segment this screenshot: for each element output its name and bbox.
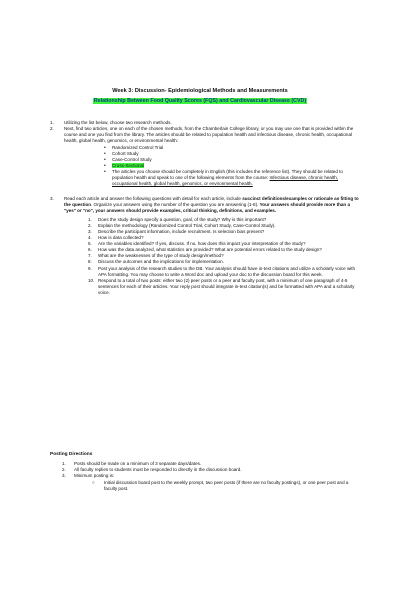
spacer: [50, 188, 360, 196]
instruction-emphasis: Your answers should provide more than a "yes" or "no", your answers should provide examples, critical thinking, definitions, and examples.: [64, 201, 350, 213]
posting-directions: [62, 461, 362, 492]
bullet-icon: •: [104, 144, 106, 151]
question-text: Are the variables identified? If yes, discuss. If no, how does this impact your interpretation of the study?: [98, 241, 306, 247]
posting-text: Minimum posting is:: [74, 473, 115, 479]
instruction-number: 3.: [50, 195, 54, 201]
question-number: 3.: [88, 229, 92, 234]
document-title: Week 3: Discussion- Epidemiological Methods and Measurements: [112, 88, 288, 94]
question-list: [88, 217, 360, 296]
question-number: 1.: [88, 216, 92, 222]
subtitle-line: [0, 97, 400, 105]
bullet-icon: •: [104, 169, 106, 176]
instruction-number: 2.: [50, 126, 54, 132]
question-number: 4.: [88, 235, 92, 241]
research-methods-list: [104, 145, 360, 188]
method-label: Cohort Study: [112, 150, 139, 156]
posting-item: [62, 473, 362, 492]
question-text: Does the study design specify a question, goal, of the study? Why is this important?: [98, 216, 267, 222]
question-number: 8.: [88, 259, 92, 265]
question-number: 6.: [88, 247, 92, 253]
document-subtitle: Relationship Between Food Quality Scores (FQS) and Cardiovascular Disease (CVD): [93, 98, 307, 104]
minimum-posting-list: [92, 480, 362, 492]
instruction-text: Next, find two articles, one on each of the chosen methods, from the Chamberlain College library, or you may use one that is provided within the course and one you find from the library. The articles should be related to population health and infectious disease, chronic health, occupational health, global health, genomics, or environmental health:: [64, 126, 354, 144]
question-number: 7.: [88, 253, 92, 259]
method-label-highlighted: Cross-Sectional: [112, 163, 145, 169]
instruction-text: Utilizing the list below, choose two research methods.: [64, 120, 172, 125]
minimum-posting-item: [92, 480, 362, 492]
question-text: How is data collected?: [98, 235, 144, 241]
instruction-list: [50, 120, 360, 296]
question-text: Describe the participant information, include recruitment. Is selection bias present?: [98, 229, 265, 234]
main-content: [50, 120, 360, 296]
method-label: Case-Control Study: [112, 157, 152, 163]
question-number: 9.: [88, 265, 92, 271]
bullet-icon: •: [104, 157, 106, 164]
posting-list: [62, 461, 362, 492]
instruction-text: Read each article and answer the following questions with detail for each article, include: [64, 195, 243, 201]
question-number: 5.: [88, 241, 92, 247]
question-text: Discuss the outcomes and the implications for implementation.: [98, 259, 224, 265]
requirement-text: The articles you choose should be completely in English (this includes the reference list). They should be related to population health and speak to one of the following elements from the course:: [112, 169, 343, 181]
instruction-emphasis: succinct definitions/examples or rationale as fitting to the question: [64, 195, 359, 207]
question-text: How was the data analyzed, what statistics are provided? What are potential errors related to the study design?: [98, 247, 322, 253]
posting-text: All faculty replies to students must be responded to directly in the discussion board.: [74, 467, 242, 473]
question-text: Post your analysis of the research studies to the DB. Your analysis should have in-text citations and utilize a scholarly voice with APA formatting. You may choose to write a Word doc and upload your doc to the discussion board for this week.: [98, 265, 356, 277]
posting-number: 1.: [62, 461, 66, 466]
question-text: What are the weaknesses of the type of study design/method?: [98, 253, 224, 259]
instruction-number: 1.: [50, 120, 54, 125]
question-text: Respond to a total of two posts: either two (2) peer posts or a peer and faculty post, with a minimum of one paragraph of 4-5 sentences for each of their articles. Your reply post should integrate in-text citation(s) and be formatted with APA and a scholarly voice.: [98, 277, 355, 295]
minimum-posting-text: Initial discussion board post to the weekly prompt, two peer posts (if there are no faculty postings), or one peer post and a faculty post.: [104, 480, 349, 492]
posting-directions-heading: Posting Directions: [50, 452, 93, 457]
question-text: Explain the methodology (Randomized Control Trial, Cohort Study, Case-Control Study).: [98, 222, 276, 228]
circle-bullet-icon: ○: [92, 480, 95, 486]
question-item: [88, 266, 360, 278]
posting-number: 3.: [62, 473, 66, 479]
question-number: 2.: [88, 222, 92, 228]
posting-number: 2.: [62, 467, 66, 473]
method-label: Randomized Control Trial: [112, 144, 164, 150]
posting-text: Posts should be made on a minimum of 3 separate days/dates.: [74, 461, 202, 466]
question-number: 10.: [88, 277, 95, 283]
question-item: [88, 278, 360, 296]
bullet-icon: •: [104, 163, 106, 170]
bullet-icon: •: [104, 150, 106, 157]
requirement-elements: Infectious disease, chronic health, occupational health, global health, genomics, or environmental health.: [112, 175, 338, 187]
instruction-item: [50, 126, 360, 187]
instruction-item: [50, 196, 360, 297]
article-requirement-item: [104, 169, 360, 187]
instruction-text: . Organize your answers using the number of the question you are answering (1-8).: [91, 201, 260, 207]
